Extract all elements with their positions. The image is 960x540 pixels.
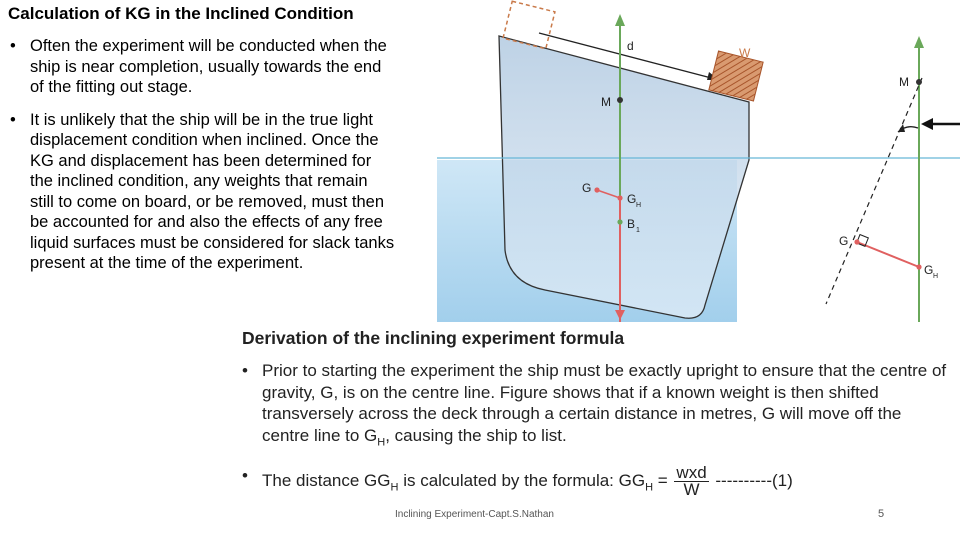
left-bullet-list (10, 36, 395, 286)
b1-point (617, 219, 622, 224)
derivation-title: Derivation of the inclining experiment formula (242, 328, 625, 348)
gh-label-right-sub: H (933, 273, 939, 280)
derivation-bullet-2 (242, 465, 947, 499)
inclined-centre-line (826, 78, 922, 304)
inclining-diagram-svg (437, 0, 960, 322)
formula-mid: is calculated by the formula: GG (398, 471, 646, 491)
fraction-numerator: wxd (676, 463, 707, 483)
left-bullet-2-text: It is unlikely that the ship will be in the true light displacement condition when inclined. Once the KG and displacement has been determined for the inclined condition, any weights that remain still to come on board, or be removed, must then be accounted for and also the effects of any free liquid surfaces must be considered for slack tanks present at the time of the experiment. (30, 110, 395, 272)
metacentre-label: M (601, 95, 611, 109)
metacentre-point (617, 97, 623, 103)
derivation-bullet-list (242, 360, 947, 511)
g-to-gh-line-right (857, 242, 919, 267)
b1-label: B (627, 217, 636, 231)
list-angle-arrowhead (898, 124, 905, 132)
inclining-diagram (437, 0, 960, 322)
gh-label: G (627, 192, 637, 206)
formula-sub-1: H (390, 481, 399, 494)
metacentre-point-right (916, 79, 922, 85)
weight-label: W (739, 46, 751, 60)
pointer-arrowhead (921, 118, 933, 130)
bullet-dot: • (242, 466, 248, 486)
gh-point-right (916, 264, 921, 269)
gh-label-sub: H (636, 202, 642, 209)
metacentre-label-right: M (899, 75, 909, 89)
derivation-bullet-1-text: Prior to starting the experiment the ship must be exactly upright to ensure that the centre of gravity, G, is on the centre line. Figure shows that if a known weight is then shifted transversely across the deck through a certain distance in metres, G will move off the centre line to G (262, 361, 947, 445)
g-label: G (582, 181, 592, 195)
g-label-right: G (839, 234, 849, 248)
gh-label-right: G (924, 263, 934, 277)
bullet-dot: • (242, 361, 248, 380)
slide-title: Calculation of KG in the Inclined Condition (8, 4, 354, 23)
bullet-dot: • (10, 110, 16, 129)
formula-equals: = (653, 471, 668, 491)
formula-fraction (674, 465, 708, 498)
left-bullet-1 (10, 36, 395, 98)
bullet-dot: • (10, 37, 16, 55)
b1-label-sub: 1 (636, 227, 640, 234)
derivation-bullet-1-tail: , causing the ship to list. (385, 425, 567, 445)
derivation-bullet-1 (242, 360, 947, 453)
g-point-right (854, 239, 859, 244)
gh-point (617, 195, 622, 200)
distance-label: d (627, 39, 634, 53)
left-bullet-1-text: Often the experiment will be conducted when the ship is near completion, usually towards the end of the fitting out stage. (30, 37, 387, 96)
slide-footer: Inclining Experiment-Capt.S.Nathan (395, 509, 554, 520)
formula-intro: The distance GG (262, 471, 391, 491)
page-number: 5 (878, 508, 885, 520)
vertical-arrowhead-left (615, 14, 625, 26)
formula-equation-number: ----------(1) (710, 471, 793, 491)
vertical-arrowhead-right (914, 36, 924, 48)
gh-subscript: H (377, 435, 386, 448)
formula-sub-2: H (645, 481, 654, 494)
g-point (594, 187, 599, 192)
fraction-denominator: W (683, 480, 700, 500)
left-bullet-2 (10, 110, 395, 274)
